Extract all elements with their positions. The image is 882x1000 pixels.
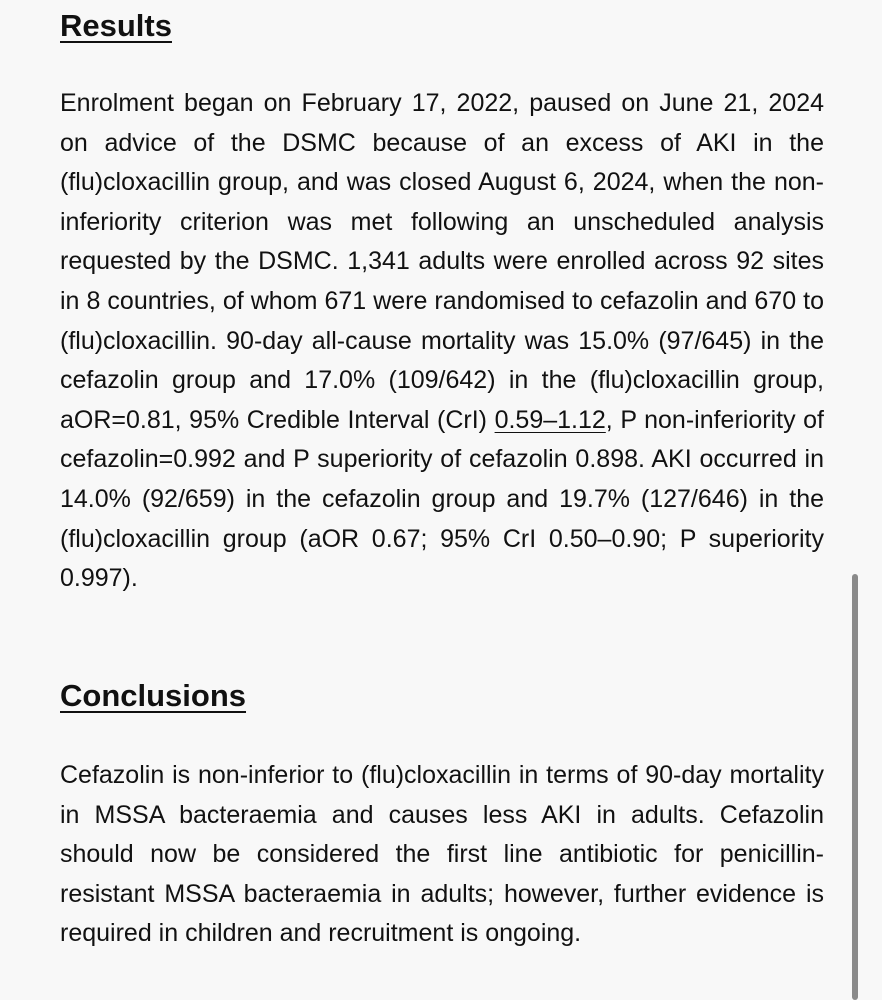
results-text-part2: , P non-inferiority of cefazolin=0.992 and P superiority of cefazolin 0.898. AKI occurred in 14.0% (92/659) in the cefazolin group and 19.7% (127/646) in the (flu)cloxacillin group (aOR 0.67; 95% CrI 0.50–0.90; P superiority 0.997). [60, 405, 824, 593]
results-heading: Results [60, 8, 172, 43]
conclusions-heading: Conclusions [60, 678, 247, 713]
results-text-part1: Enrolment began on February 17, 2022, paused on June 21, 2024 on advice of the DSMC because of an excess of AKI in the (flu)cloxacillin group, and was closed August 6, 2024, when the non-inferiority criterion was met following an unscheduled analysis requested by the DSMC. 1,341 adults were enrolled across 92 sites in 8 countries, of whom 671 were randomised to cefazolin and 670 to (flu)cloxacillin. 90-day all-cause mortality was 15.0% (97/645) in the cefazolin group and 17.0% (109/642) in the (flu)cloxacillin group, aOR=0.81, 95% Credible Interval (CrI) [60, 89, 824, 434]
vertical-scrollbar[interactable] [852, 574, 858, 1000]
credible-interval-link[interactable]: 0.59–1.12 [494, 405, 606, 434]
conclusions-paragraph: Cefazolin is non-inferior to (flu)cloxacillin in terms of 90-day mortality in MSSA bacteraemia and causes less AKI in adults. Cefazolin should now be considered the first line antibiotic for penicillin-resistant MSSA bacteraemia in adults; however, further evidence is required in children and recruitment is ongoing. [60, 761, 824, 948]
results-paragraph [60, 84, 824, 599]
